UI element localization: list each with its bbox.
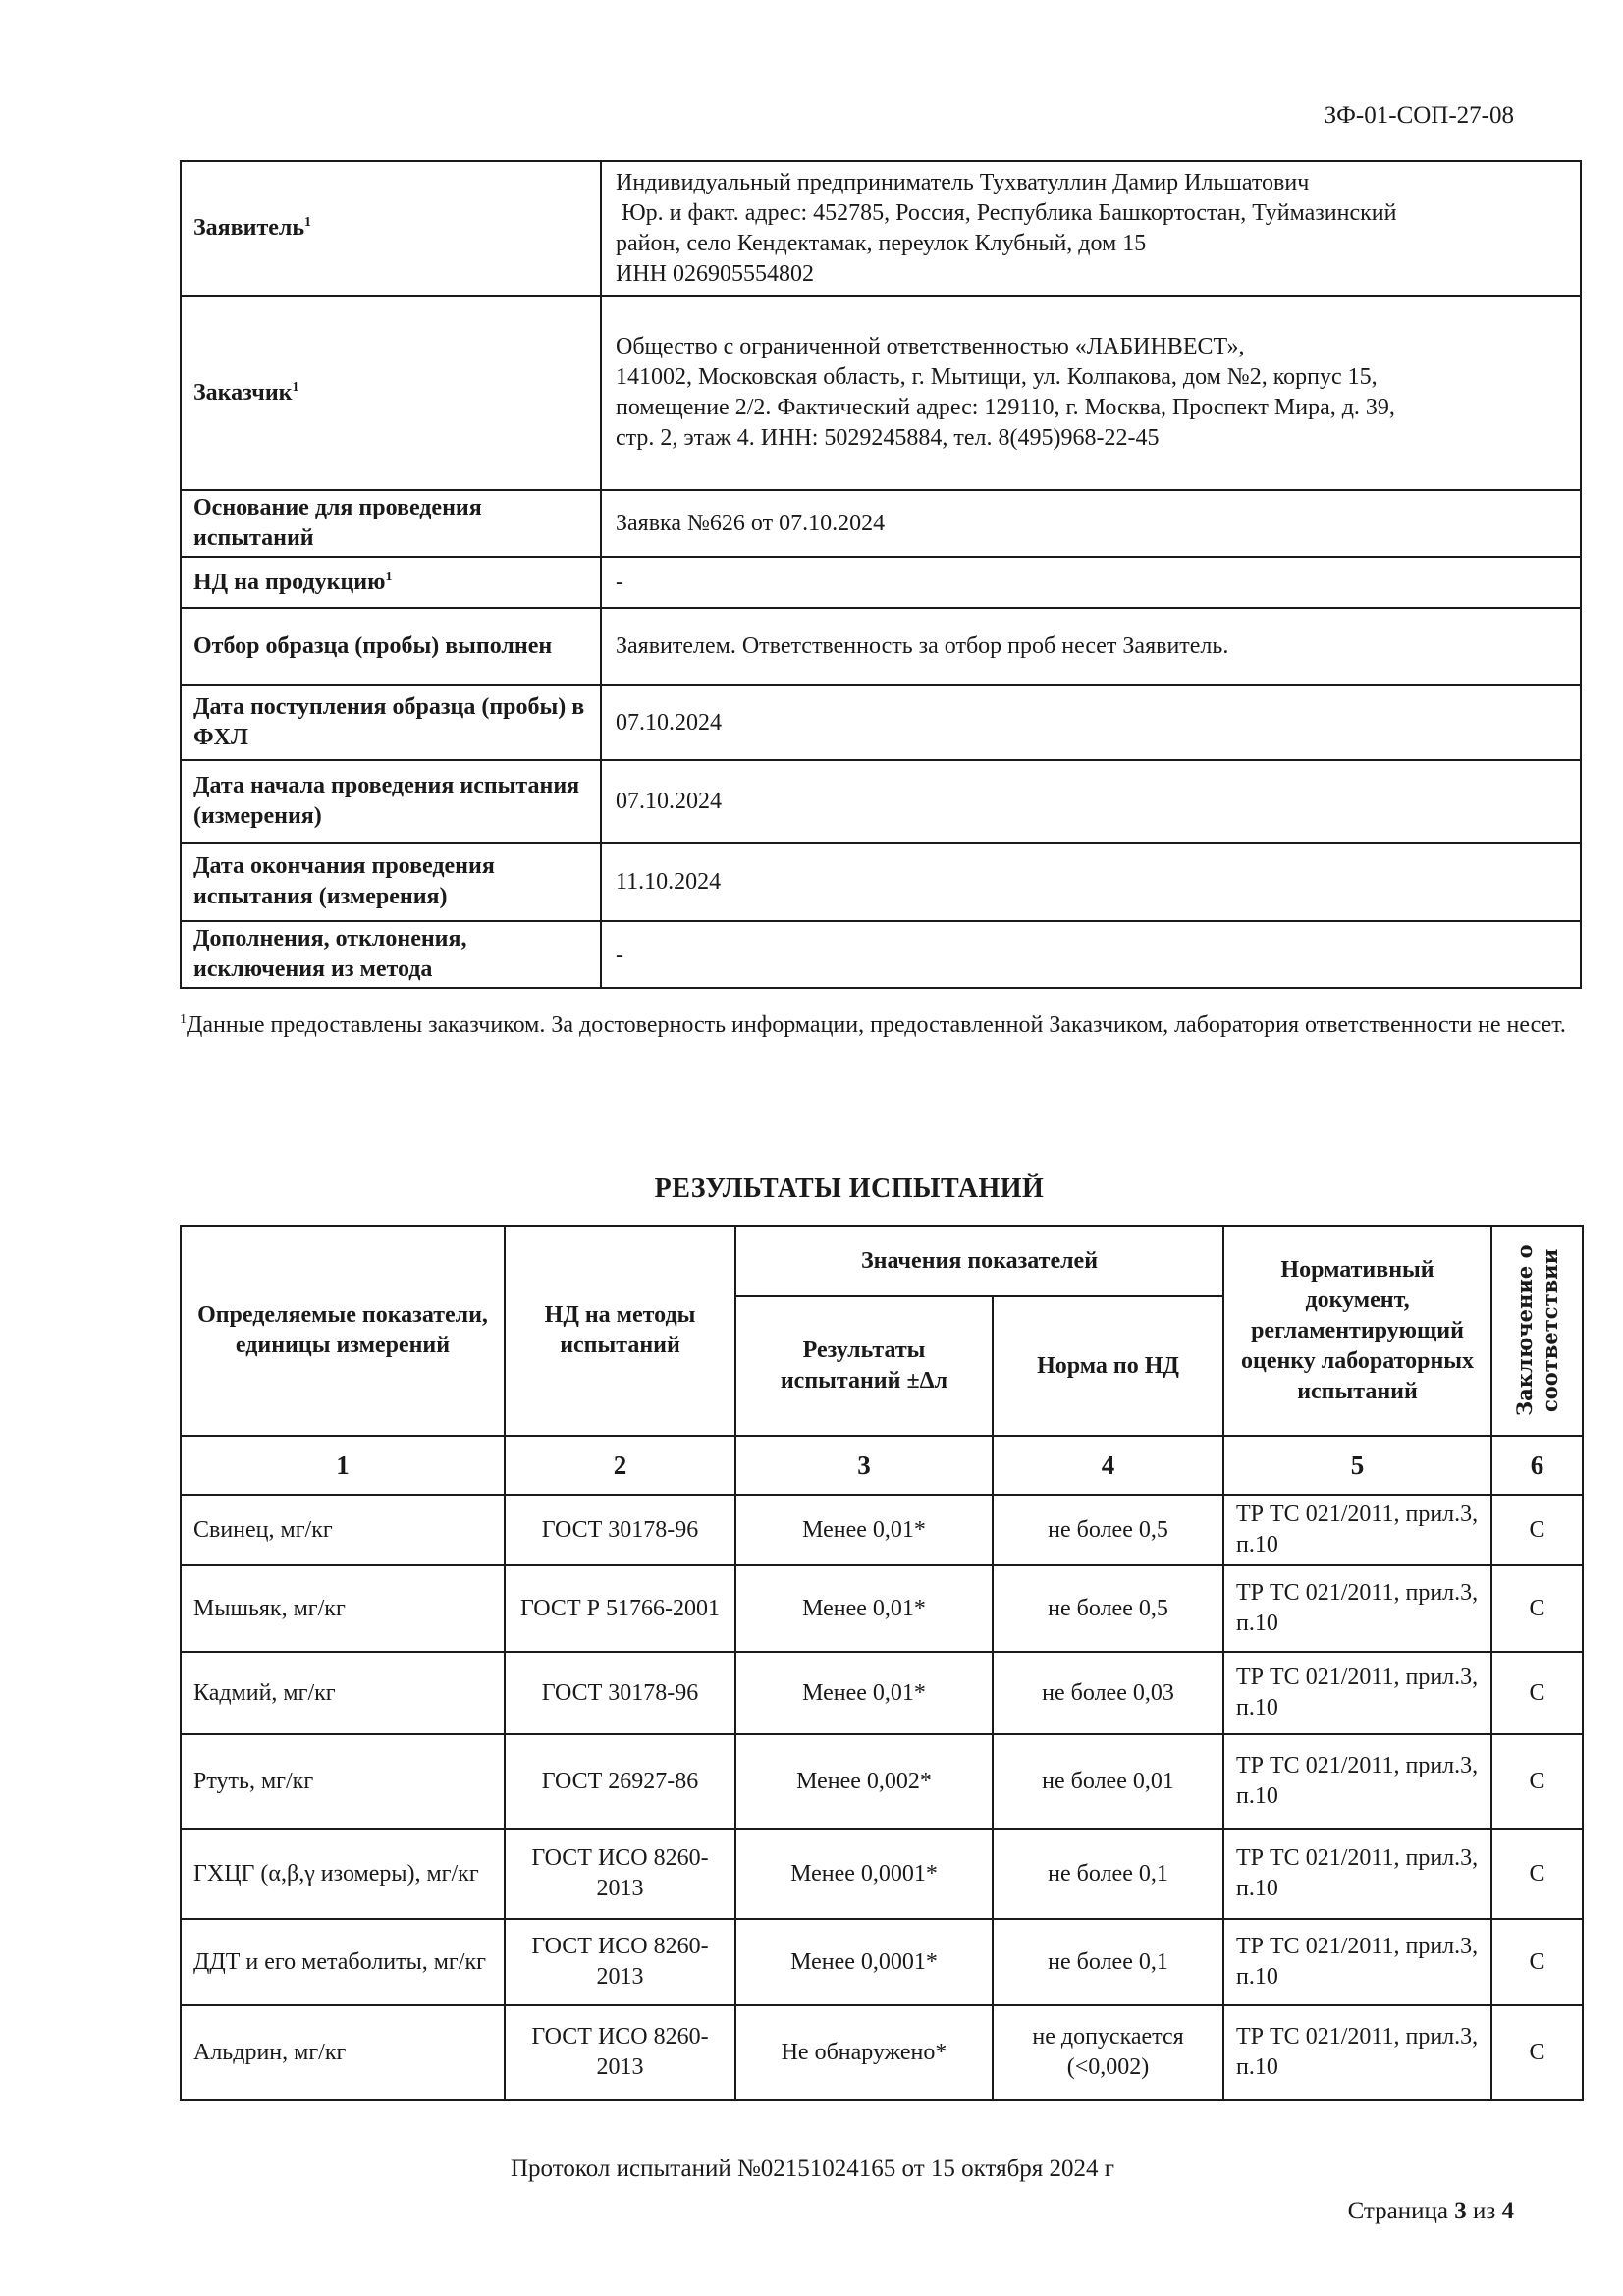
info-row-end-date (181, 843, 1581, 921)
col-number: 3 (735, 1436, 993, 1495)
info-row-product-nd (181, 557, 1581, 608)
value-line: ИНН 026905554802 (616, 260, 814, 287)
indicator-cell: Альдрин, мг/кг (181, 2005, 505, 2100)
test-results-table (180, 1225, 1584, 2101)
method-cell: ГОСТ 26927-86 (505, 1734, 735, 1829)
info-row-applicant (181, 161, 1581, 296)
info-value: Заявителем. Ответственность за отбор проб несет Заявитель. (601, 608, 1581, 685)
footnote-text: Данные предоставлены заказчиком. За достоверность информации, предоставленной Заказчиком, лаборатория ответственности не несет. (187, 1012, 1566, 1038)
indicator-cell: ГХЦГ (α,β,γ изомеры), мг/кг (181, 1829, 505, 1919)
value-line: Юр. и факт. адрес: 452785, Россия, Республика Башкортостан, Туймазинский (616, 199, 1397, 226)
indicator-cell: Свинец, мг/кг (181, 1495, 505, 1565)
result-cell: Менее 0,002* (735, 1734, 993, 1829)
method-cell: ГОСТ ИСО 8260-2013 (505, 1919, 735, 2005)
footnote-ref: 1 (385, 569, 393, 584)
regulation-cell: ТР ТС 021/2011, прил.3, п.10 (1223, 1919, 1491, 2005)
col-number: 1 (181, 1436, 505, 1495)
col-number: 4 (993, 1436, 1223, 1495)
header-values-group: Значения показателей (735, 1226, 1223, 1296)
info-label: Дата начала проведения испытания (измерения) (181, 760, 601, 843)
col-number: 2 (505, 1436, 735, 1495)
info-value: 07.10.2024 (601, 760, 1581, 843)
header-row (181, 1226, 1583, 1296)
value-line: Индивидуальный предприниматель Тухватуллин Дамир Ильшатович (616, 169, 1310, 195)
indicator-cell: Ртуть, мг/кг (181, 1734, 505, 1829)
info-row-receipt-date (181, 685, 1581, 760)
label-text: Заказчик (193, 379, 293, 406)
info-value (601, 161, 1581, 296)
page-total: 4 (1501, 2198, 1514, 2224)
info-label: Дата окончания проведения испытания (измерения) (181, 843, 601, 921)
page-separator: из (1466, 2198, 1502, 2224)
conclusion-cell: С (1491, 1565, 1583, 1652)
info-value: 11.10.2024 (601, 843, 1581, 921)
indicator-cell: Мышьяк, мг/кг (181, 1565, 505, 1652)
result-cell: Менее 0,01* (735, 1565, 993, 1652)
footnote-ref: 1 (304, 215, 312, 230)
regulation-cell: ТР ТС 021/2011, прил.3, п.10 (1223, 1734, 1491, 1829)
label-text: НД на продукцию (193, 569, 386, 595)
col-number: 5 (1223, 1436, 1491, 1495)
table-row (181, 1652, 1583, 1734)
info-row-basis (181, 490, 1581, 557)
info-row-customer (181, 296, 1581, 490)
col-number: 6 (1491, 1436, 1583, 1495)
table-row (181, 1919, 1583, 2005)
conclusion-cell: С (1491, 1919, 1583, 2005)
info-label: Дополнения, отклонения, исключения из метода (181, 921, 601, 988)
info-value: - (601, 921, 1581, 988)
info-value (601, 296, 1581, 490)
regulation-cell: ТР ТС 021/2011, прил.3, п.10 (1223, 1652, 1491, 1734)
results-title: РЕЗУЛЬТАТЫ ИСПЫТАНИЙ (654, 1174, 1045, 1204)
conclusion-cell: С (1491, 1495, 1583, 1565)
info-label: Дата поступления образца (пробы) в ФХЛ (181, 685, 601, 760)
norm-cell: не более 0,1 (993, 1919, 1223, 2005)
conclusion-cell: С (1491, 2005, 1583, 2100)
page-number (1316, 2198, 1514, 2225)
info-label: Отбор образца (пробы) выполнен (181, 608, 601, 685)
regulation-cell: ТР ТС 021/2011, прил.3, п.10 (1223, 2005, 1491, 2100)
header-method: НД на методы испытаний (505, 1226, 735, 1436)
regulation-cell: ТР ТС 021/2011, прил.3, п.10 (1223, 1495, 1491, 1565)
method-cell: ГОСТ Р 51766-2001 (505, 1565, 735, 1652)
value-line: помещение 2/2. Фактический адрес: 129110, г. Москва, Проспект Мира, д. 39, (616, 395, 1395, 420)
info-row-sampling (181, 608, 1581, 685)
value-line: Общество с ограниченной ответственностью «ЛАБИНВЕСТ», (616, 334, 1245, 359)
indicator-cell: ДДТ и его метаболиты, мг/кг (181, 1919, 505, 2005)
column-number-row (181, 1436, 1583, 1495)
result-cell: Менее 0,01* (735, 1652, 993, 1734)
info-value: - (601, 557, 1581, 608)
page-prefix: Страница (1347, 2198, 1455, 2224)
table-row (181, 2005, 1583, 2100)
conclusion-cell: С (1491, 1829, 1583, 1919)
info-label: Основание для проведения испытаний (181, 490, 601, 557)
info-row-deviations (181, 921, 1581, 988)
protocol-reference: Протокол испытаний №02151024165 от 15 октября 2024 г (511, 2156, 1115, 2182)
conclusion-vertical-text: Заключение о соответствии (1511, 1244, 1562, 1417)
method-cell: ГОСТ ИСО 8260-2013 (505, 2005, 735, 2100)
info-label (181, 557, 601, 608)
result-cell: Менее 0,0001* (735, 1919, 993, 2005)
label-text: Заявитель (193, 215, 305, 241)
table-row (181, 1495, 1583, 1565)
result-cell: Менее 0,01* (735, 1495, 993, 1565)
regulation-cell: ТР ТС 021/2011, прил.3, п.10 (1223, 1565, 1491, 1652)
conclusion-cell: С (1491, 1652, 1583, 1734)
result-cell: Не обнаружено* (735, 2005, 993, 2100)
value-line: район, село Кендектамак, переулок Клубный, дом 15 (616, 230, 1147, 256)
header-norm: Норма по НД (993, 1296, 1223, 1436)
table-row (181, 1565, 1583, 1652)
norm-cell: не более 0,01 (993, 1734, 1223, 1829)
method-cell: ГОСТ ИСО 8260-2013 (505, 1829, 735, 1919)
conclusion-cell: С (1491, 1734, 1583, 1829)
result-cell: Менее 0,0001* (735, 1829, 993, 1919)
info-value: Заявка №626 от 07.10.2024 (601, 490, 1581, 557)
table-row (181, 1829, 1583, 1919)
info-row-start-date (181, 760, 1581, 843)
info-label (181, 296, 601, 490)
indicator-cell: Кадмий, мг/кг (181, 1652, 505, 1734)
value-line: 141002, Московская область, г. Мытищи, ул. Колпакова, дом №2, корпус 15, (616, 364, 1378, 390)
info-label (181, 161, 601, 296)
applicant-info-table (180, 160, 1582, 989)
norm-cell: не более 0,03 (993, 1652, 1223, 1734)
header-regulation: Нормативный документ, регламентирующий оценку лабораторных испытаний (1223, 1226, 1491, 1436)
header-conclusion (1491, 1226, 1583, 1436)
footnote-ref: 1 (180, 1012, 187, 1027)
table-row (181, 1734, 1583, 1829)
norm-cell: не более 0,5 (993, 1565, 1223, 1652)
page-current: 3 (1454, 2198, 1467, 2224)
norm-cell: не более 0,1 (993, 1829, 1223, 1919)
method-cell: ГОСТ 30178-96 (505, 1495, 735, 1565)
norm-cell: не допускается (<0,002) (993, 2005, 1223, 2100)
info-value: 07.10.2024 (601, 685, 1581, 760)
method-cell: ГОСТ 30178-96 (505, 1652, 735, 1734)
regulation-cell: ТР ТС 021/2011, прил.3, п.10 (1223, 1829, 1491, 1919)
document-code: ЗФ-01-СОП-27-08 (1324, 102, 1514, 129)
value-line: стр. 2, этаж 4. ИНН: 5029245884, тел. 8(495)968-22-45 (616, 425, 1160, 451)
norm-cell: не более 0,5 (993, 1495, 1223, 1565)
header-indicator: Определяемые показатели, единицы измерений (181, 1226, 505, 1436)
footnote (180, 1010, 1584, 1042)
header-result: Результаты испытаний ±Δл (735, 1296, 993, 1436)
footnote-ref: 1 (292, 379, 299, 395)
